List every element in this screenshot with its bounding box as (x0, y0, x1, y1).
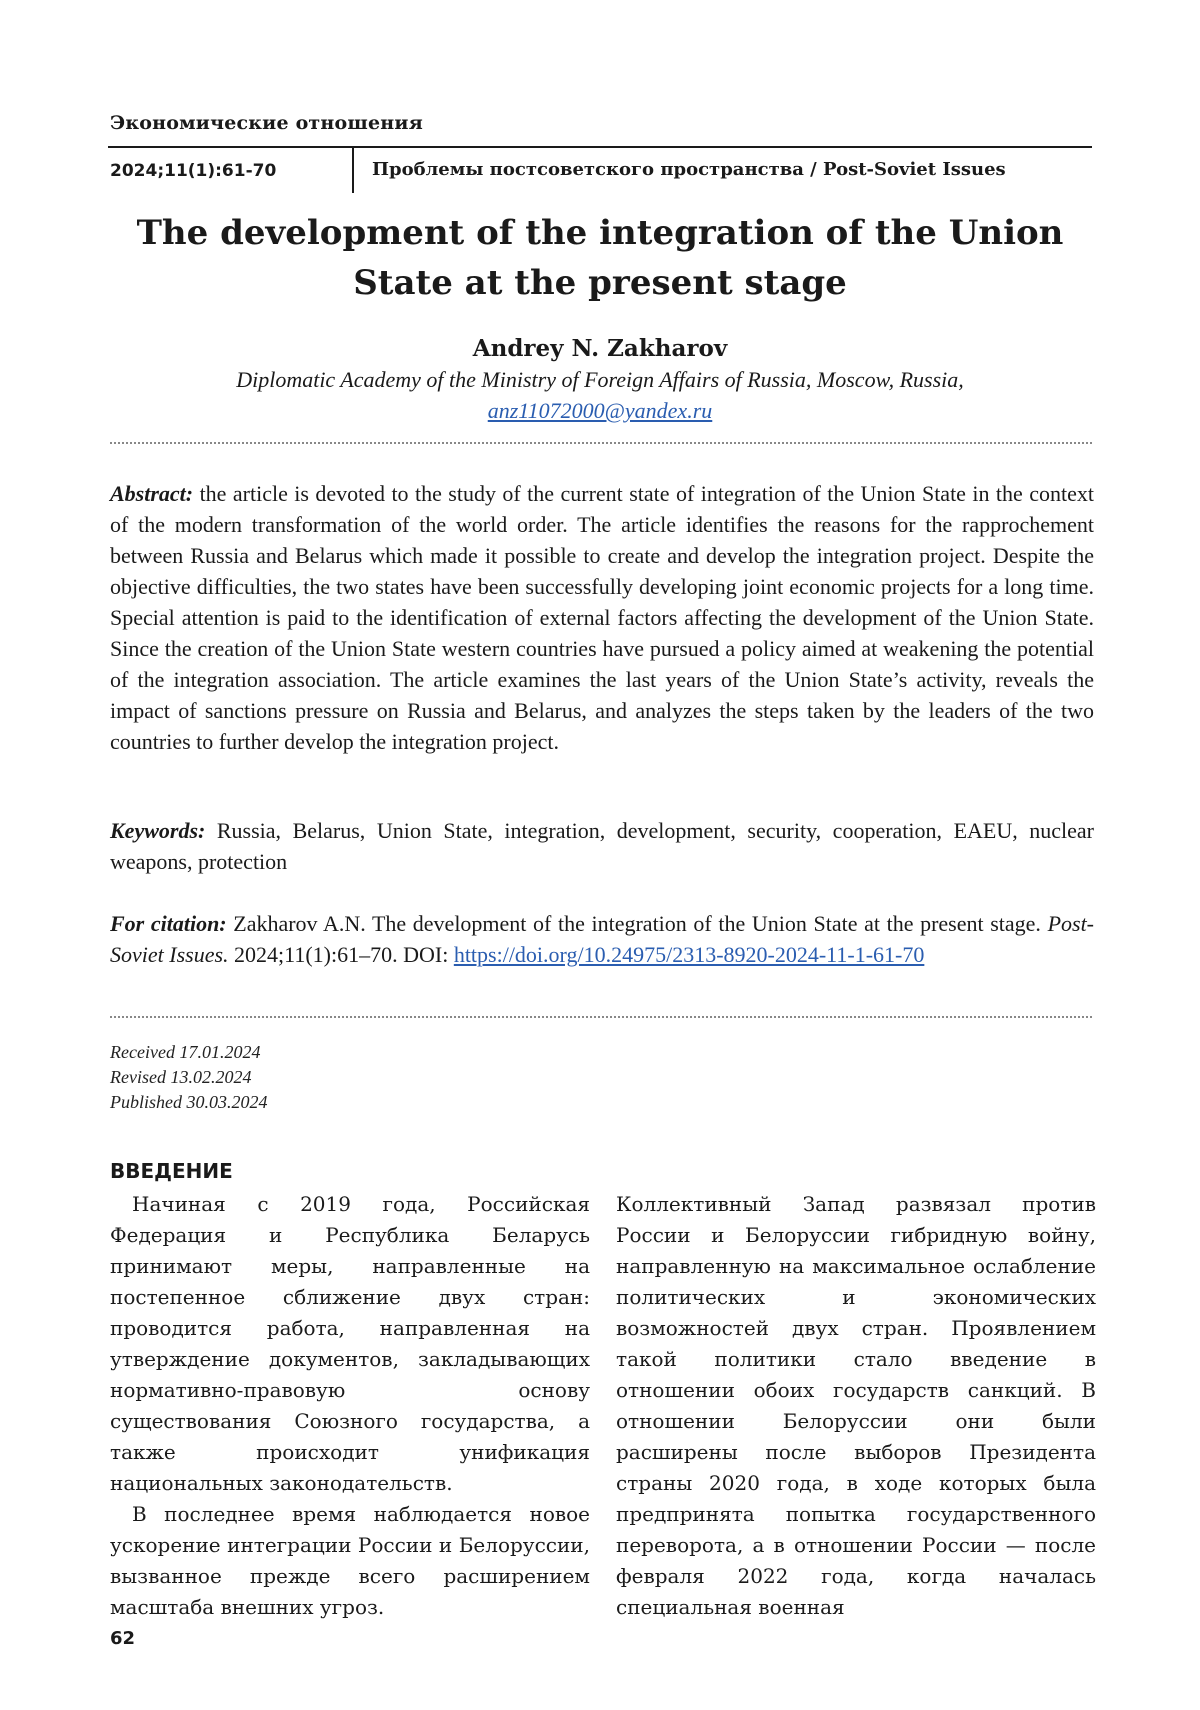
header-rule (108, 146, 1092, 148)
author-email-link[interactable]: anz11072000@yandex.ru (487, 398, 713, 423)
email-line (100, 398, 1100, 424)
body-column-right (616, 1189, 1096, 1623)
citation-text: Zakharov A.N. The development of the integration of the Union State at the present stage. (233, 911, 1041, 936)
article-dates (110, 1040, 268, 1115)
keywords-text: Russia, Belarus, Union State, integration, development, security, cooperation, EAEU, nuclear weapons, protection (110, 818, 1094, 874)
keywords (110, 815, 1094, 877)
doi-link[interactable]: https://doi.org/10.24975/2313-8920-2024-11-1-61-70 (453, 942, 925, 967)
body-paragraph: Коллективный Запад развязал против России и Белоруссии гибридную войну, направленную на максимальное ослабление политических и экономических возможностей двух стран. Проявлением такой политики стало введение в отношении обоих государств санкций. В отношении Белоруссии они были расширены после выборов Президента страны 2020 года, в ходе которых была предпринята попытка государственного переворота, а в отношении России — после февраля 2022 года, когда началась специальная военная (616, 1192, 1096, 1619)
article-title: The development of the integration of the Union State at the present stage (136, 213, 1064, 303)
abstract-text: the article is devoted to the study of the current state of integration of the Union State in the context of the modern transformation of the world order. The article identifies the reasons for the rapprochement between Russia and Belarus which made it possible to create and develop the integration project. Despite the objective difficulties, the two states have been successfully developing joint economic projects for a long time. Special attention is paid to the identification of external factors affecting the development of the Union State. Since the creation of the Union State western countries have pursued a policy aimed at weakening the potential of the integration association. The article examines the last years of the Union State’s activity, reveals the impact of sanctions pressure on Russia and Belarus, and analyzes the steps taken by the leaders of the two countries to further develop the integration project. (110, 481, 1094, 754)
keywords-label: Keywords: (110, 818, 206, 843)
published-date: Published 30.03.2024 (110, 1092, 268, 1112)
citation-label: For citation: (110, 911, 227, 936)
citation-issue: 2024;11(1):61–70. DOI: (234, 942, 449, 967)
body-column-left (110, 1189, 590, 1623)
abstract-label: Abstract: (110, 481, 194, 506)
abstract (110, 478, 1094, 757)
revised-date: Revised 13.02.2024 (110, 1067, 252, 1087)
issue-info: 2024;11(1):61-70 (110, 161, 277, 181)
dotted-divider-bottom (110, 1016, 1092, 1018)
page-number: 62 (110, 1628, 136, 1649)
body-paragraph: В последнее время наблюдается новое ускорение интеграции России и Белоруссии, вызванное прежде всего расширением масштаба внешних угроз. (110, 1502, 590, 1619)
intro-heading: ВВЕДЕНИЕ (110, 1159, 233, 1183)
author-name: Andrey N. Zakharov (472, 335, 728, 362)
section-label: Экономические отношения (110, 112, 423, 134)
author-affiliation: Diplomatic Academy of the Ministry of Foreign Affairs of Russia, Moscow, Russia, (236, 367, 964, 392)
dotted-divider-top (110, 442, 1092, 444)
journal-name: Проблемы постсоветского пространства / Post-Soviet Issues (372, 159, 1006, 180)
body-paragraph: Начиная с 2019 года, Российская Федерация и Республика Беларусь принимают меры, направленные на постепенное сближение двух стран: проводится работа, направленная на утверждение документов, закладывающих нормативно-правовую основу существования Союзного государства, а также происходит унификация национальных законодательств. (110, 1192, 590, 1495)
citation-journal: Post-Soviet Issues. (110, 911, 1095, 967)
citation (110, 908, 1094, 970)
header-divider (352, 147, 354, 193)
received-date: Received 17.01.2024 (110, 1042, 261, 1062)
